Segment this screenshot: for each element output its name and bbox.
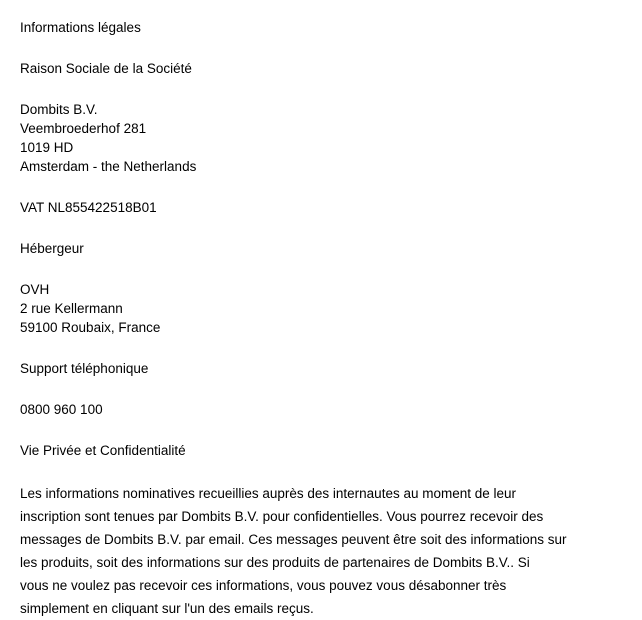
section-privacy [20, 441, 622, 460]
paragraph-line: vous ne voulez pas recevoir ces informations, vous pouvez vous désabonner très [20, 578, 507, 593]
page-title-text: Informations légales [20, 20, 141, 35]
section-heading: Vie Privée et Confidentialité [20, 443, 186, 458]
section-company-name [20, 59, 622, 78]
address-line: Amsterdam - the Netherlands [20, 159, 197, 174]
section-host [20, 239, 622, 258]
company-address [20, 100, 622, 176]
vat-number [20, 198, 622, 217]
host-address [20, 280, 622, 337]
page-title [20, 18, 622, 37]
section-heading: Support téléphonique [20, 361, 149, 376]
vat-number-text: VAT NL855422518B01 [20, 200, 157, 215]
phone-number-text: 0800 960 100 [20, 402, 103, 417]
privacy-paragraph [20, 482, 606, 620]
host-name: OVH [20, 282, 50, 297]
address-line: 1019 HD [20, 140, 74, 155]
host-address-line: 2 rue Kellermann [20, 301, 123, 316]
section-heading: Raison Sociale de la Société [20, 61, 192, 76]
support-phone-number [20, 400, 622, 419]
section-phone-support [20, 359, 622, 378]
address-line: Veembroederhof 281 [20, 121, 147, 136]
paragraph-line: Les informations nominatives recueillies auprès des internautes au moment de leur [20, 486, 517, 501]
paragraph-line: simplement en cliquant sur l'un des emails reçus. [20, 601, 314, 616]
paragraph-line: messages de Dombits B.V. par email. Ces messages peuvent être soit des informations sur [20, 532, 567, 547]
paragraph-line: les produits, soit des informations sur des produits de partenaires de Dombits B.V.. Si [20, 555, 530, 570]
paragraph-line: inscription sont tenues par Dombits B.V. pour confidentielles. Vous pourrez recevoir des [20, 509, 544, 524]
host-address-line: 59100 Roubaix, France [20, 320, 161, 335]
section-heading: Hébergeur [20, 241, 84, 256]
address-line: Dombits B.V. [20, 102, 98, 117]
